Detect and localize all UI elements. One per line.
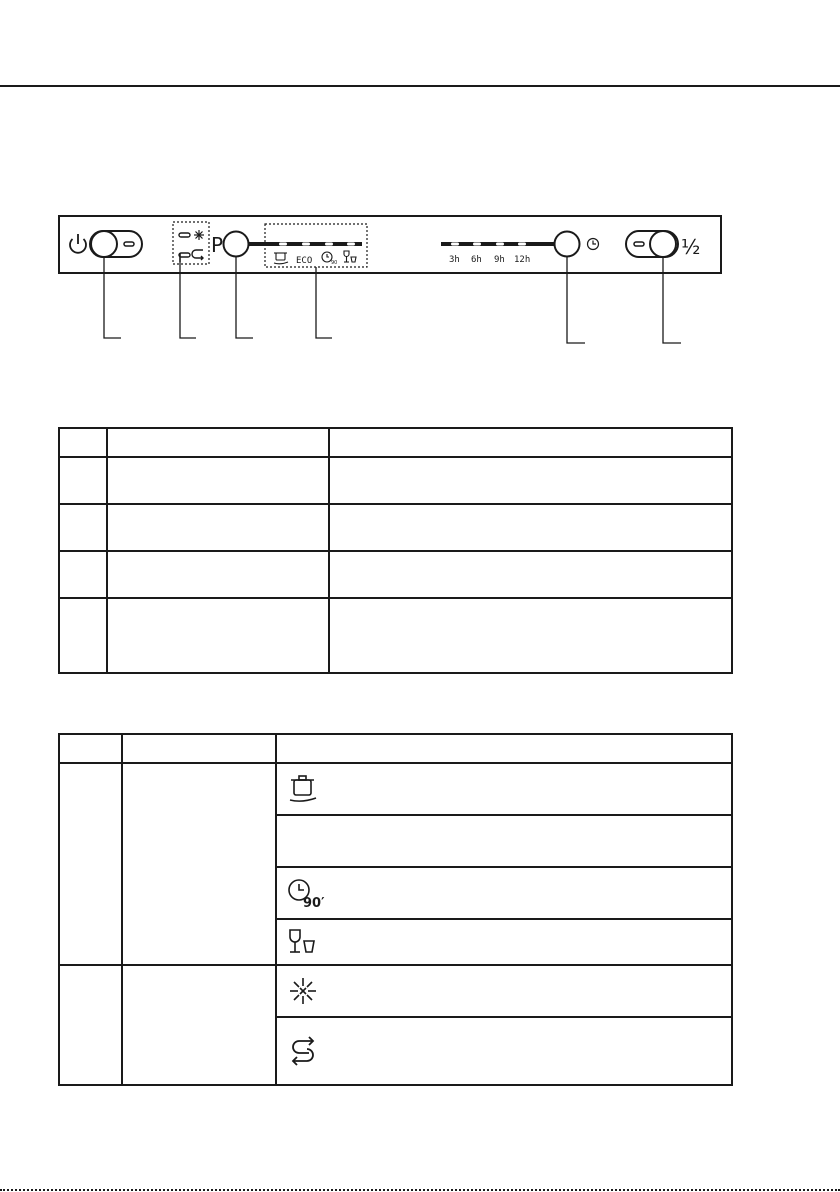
program-button[interactable]: [224, 232, 249, 257]
table-cell: [59, 504, 107, 551]
table-row: [59, 763, 732, 815]
clock-90-icon: [322, 252, 337, 266]
control-panel-diagram: [0, 0, 840, 360]
table-cell: [329, 457, 732, 504]
table-row: [59, 457, 732, 504]
svg-text:90: 90: [331, 260, 338, 266]
glass-icon: [287, 928, 323, 956]
program-button-letter: P: [211, 233, 224, 257]
table-cell: [59, 763, 122, 965]
table-cell: [276, 815, 732, 867]
power-icon: [70, 234, 86, 253]
table-cell: [276, 965, 732, 1017]
table-cell: [276, 867, 732, 919]
pot-icon: [287, 774, 323, 804]
power-switch[interactable]: [90, 231, 142, 257]
table-cell: [329, 504, 732, 551]
table-cell: [59, 598, 107, 673]
table-row: [59, 598, 732, 673]
table-cell: [59, 734, 122, 763]
glass-icon: [344, 251, 356, 262]
program-table: [58, 733, 733, 1086]
half-load-label: ½: [681, 235, 701, 259]
table-cell: [122, 763, 276, 965]
table-cell: [107, 598, 329, 673]
table-cell: [329, 551, 732, 598]
rinse-aid-icon: [287, 975, 323, 1007]
delay-label-12h: 12h: [514, 255, 531, 265]
table-cell: [276, 763, 732, 815]
rinse-aid-indicator: [179, 230, 204, 240]
salt-indicator: [179, 250, 203, 262]
table-row: [59, 965, 732, 1017]
delay-label-6h: 6h: [471, 255, 482, 265]
table-cell: [329, 428, 732, 457]
table-cell: [329, 598, 732, 673]
leader-lines: [104, 256, 681, 343]
table-header-row: [59, 734, 732, 763]
table-cell: [122, 734, 276, 763]
table-header-row: [59, 428, 732, 457]
table-cell: [59, 551, 107, 598]
table-cell: [107, 551, 329, 598]
table-row: [59, 551, 732, 598]
delay-label-9h: 9h: [494, 255, 505, 265]
half-load-switch[interactable]: [626, 231, 678, 257]
delay-button[interactable]: [555, 232, 580, 257]
table-cell: [122, 965, 276, 1085]
eco-indicator-label: ECO: [296, 256, 313, 266]
control-panel-frame: [59, 216, 721, 273]
clock-icon: [588, 239, 599, 250]
salt-icon: [192, 250, 203, 260]
table-cell: [107, 457, 329, 504]
svg-text:90′: 90′: [303, 896, 325, 909]
clock-90-icon: [287, 877, 331, 909]
table-cell: [59, 457, 107, 504]
table-cell: [59, 965, 122, 1085]
table-cell: [276, 919, 732, 965]
salt-icon: [287, 1035, 323, 1067]
table-cell: [59, 428, 107, 457]
table-row: [59, 504, 732, 551]
table-cell: [276, 734, 732, 763]
table-cell: [107, 428, 329, 457]
function-table: [58, 427, 733, 674]
pot-icon: [274, 253, 288, 264]
delay-label-3h: 3h: [449, 255, 460, 265]
table-cell: [107, 504, 329, 551]
table-cell: [276, 1017, 732, 1085]
footer-rule: [0, 1189, 840, 1191]
rinse-aid-icon: [194, 230, 204, 240]
